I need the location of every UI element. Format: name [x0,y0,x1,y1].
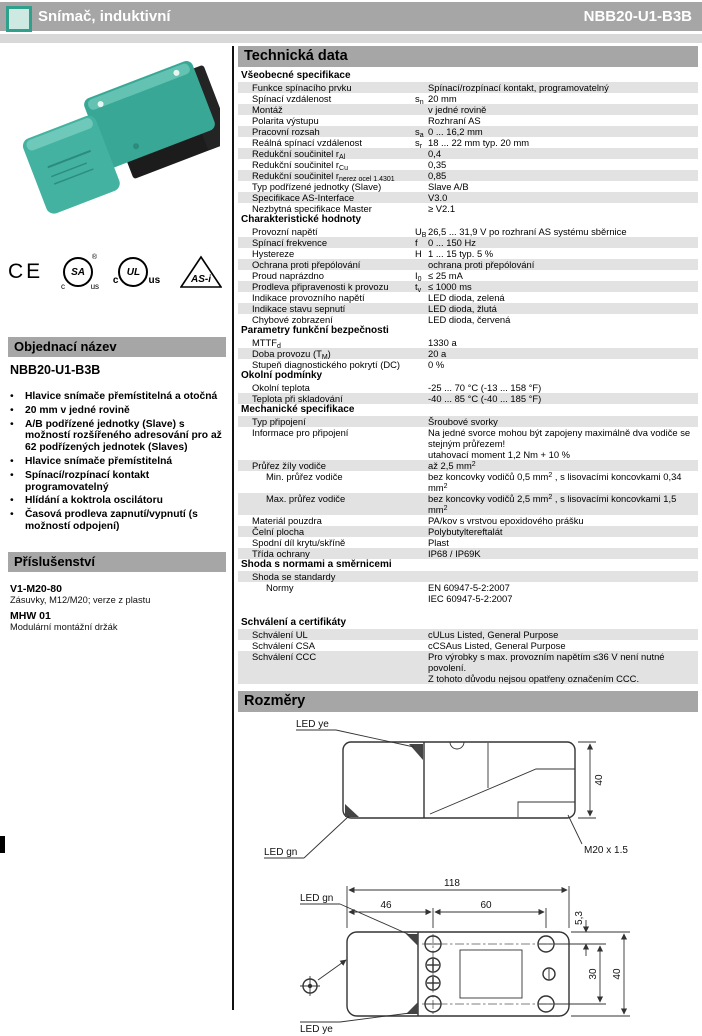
tech-row-label: Průřez žíly vodiče [252,460,326,471]
tech-row-label: Spodní díl krytu/skříně [252,537,346,548]
tech-row [238,382,698,393]
tech-row-label: Okolní teplota [252,382,310,393]
tech-row [238,248,698,259]
tech-row [238,640,698,651]
tech-row-value: ochrana proti přepólování [428,259,535,270]
tech-row-label: Specifikace AS-Interface [252,192,355,203]
tech-row [238,537,698,548]
product-category-icon [6,6,32,32]
feature-text: Spínací/rozpínací kontakt programovatelný [25,469,150,493]
thread-size-label: M20 x 1.5 [584,845,628,856]
tech-row [238,170,698,181]
bullet-icon: • [10,468,14,481]
tech-row-value: 26,5 ... 31,9 V po rozhraní AS systému sběrnice [428,226,627,237]
tech-row-symbol: $s_n$ [415,93,424,106]
dimension-drawing-top-view [238,874,698,1036]
tech-row-value: EN 60947-5-2:2007 IEC 60947-5-2:2007 [428,582,513,604]
tech-row-label: Redukční součinitel $r_{Cu}$ [252,159,348,172]
as-interface-mark-icon [180,254,222,290]
ce-mark-icon: CE [8,260,44,283]
tech-row-label: Teplota při skladování [252,393,343,404]
ordering-code: NBB20-U1-B3B [10,363,101,377]
tech-row-value: V3.0 [428,192,448,203]
tech-row-value: LED dioda, červená [428,314,511,325]
accessories-list [10,579,224,633]
tech-row-value: 0,85 [428,170,447,181]
led-green-label: LED gn [300,893,334,904]
tech-section-title: Všeobecné specifikace [241,70,351,81]
tech-row-label: Redukční součinitel $r_{Al}$ [252,148,346,161]
tech-section-title: Charakteristické hodnoty [241,214,362,225]
tech-row-label: Ochrana proti přepólování [252,259,361,270]
tech-row-label: Typ připojení [252,416,306,427]
csa-mark-icon: SA ® c us [61,254,100,291]
tech-row-label: Třída ochrany [252,548,310,559]
feature-text: Hlídání a koktrola oscilátoru [25,495,163,507]
tech-row-label: Proud naprázdno [252,270,324,281]
dim-height-label: 40 [594,774,605,786]
tech-row [238,226,698,237]
bullet-icon: • [10,403,14,416]
header-sub-strip [0,34,702,43]
tech-row-value: 0,35 [428,159,447,170]
bullet-icon: • [10,494,14,507]
accessories-section-header: Příslušenství [8,552,226,572]
tech-row-value: Na jedné svorce mohou být zapojeny maximálně dva vodiče se stejným průřezem! utahovací moment 1,2 Nm + 10 % [428,427,691,460]
tech-row-label: Stupeň diagnostického pokrytí (DC) [252,359,400,370]
dim-height-label: 40 [612,968,623,980]
tech-row-label: Redukční součinitel $r_{nerez ocel 1.4301}$ [252,170,395,183]
tech-row-label: Nezbytná specifikace Master [252,203,372,214]
feature-text: Časová prodleva zapnutí/vypnutí (s možností odpojení) [25,509,198,532]
tech-row-value: PA/kov s vrstvou epoxidového prášku [428,515,584,526]
certification-logos [8,252,222,292]
tech-row-value: -25 ... 70 °C (-13 ... 158 °F) [428,382,542,393]
tech-row [238,427,698,460]
tech-row-value: 1330 a [428,337,457,348]
dimension-drawing-side-view [238,714,698,872]
tech-row-symbol: $s_a$ [415,126,424,139]
accessory-code: MHW 01 [10,610,51,622]
tech-row [238,259,698,270]
tech-row-label: Spínací frekvence [252,237,328,248]
tech-row-value: Slave A/B [428,181,469,192]
page-title: Snímač, induktivní [38,8,171,25]
page-header-bar [0,2,702,31]
led-yellow-label: LED ye [300,1024,333,1035]
feature-item [10,495,224,507]
tech-row-label: Informace pro připojení [252,427,349,438]
tech-row-value: Plast [428,537,449,548]
accessory-code: V1-M20-80 [10,583,62,595]
feature-list [10,391,224,535]
tech-row-value: 0 ... 16,2 mm [428,126,483,137]
tech-row [238,82,698,93]
bullet-icon: • [10,454,14,467]
feature-text: Hlavice snímače přemístitelná [25,455,173,467]
tech-row-label: Schválení CSA [252,640,316,651]
tech-row-value: Spínací/rozpínací kontakt, programovatelný [428,82,609,93]
tech-row [238,137,698,148]
tech-row-label: Polarita výstupu [252,115,319,126]
tech-row-label: Indikace stavu sepnutí [252,303,346,314]
tech-row-label: Max. průřez vodiče [266,493,346,504]
tech-row-value: v jedné rovině [428,104,487,115]
bullet-icon: • [10,390,14,402]
tech-row [238,515,698,526]
tech-row [238,270,698,281]
tech-row [238,416,698,427]
tech-row-value: 0 ... 150 Hz [428,237,476,248]
tech-row-value: 0,4 [428,148,442,159]
tech-row-label: Spínací vzdálenost [252,93,332,104]
tech-row-value: 20 a [428,348,447,359]
tech-section-title: Okolní podmínky [241,370,323,381]
tech-row [238,237,698,248]
dim-hole-spacing-label: 30 [588,968,599,980]
dim-total-width-label: 118 [444,878,460,889]
tech-row [238,104,698,115]
tech-row [238,148,698,159]
led-yellow-label: LED ye [296,719,329,730]
tech-row [238,471,698,493]
feature-text: Hlavice snímače přemístitelná a otočná [25,391,218,402]
tech-row-label: Typ podřízené jednotky (Slave) [252,181,382,192]
tech-row-symbol: $s_r$ [415,137,423,150]
tech-row-value: ≤ 25 mA [428,270,463,281]
tech-row-value: Pro výrobky s max. provozním napětím ≤36 V není nutné povolení. Z tohoto důvodu nejsou opatřeny označením CCC. [428,651,665,684]
tech-row [238,337,698,348]
tech-row [238,314,698,325]
tech-row [238,493,698,515]
tech-row-label: Shoda se standardy [252,571,336,582]
tech-row-value: 20 mm [428,93,457,104]
tech-section-title: Parametry funkční bezpečnosti [241,325,389,336]
tech-row [238,548,698,559]
tech-row-value: 18 ... 22 mm typ. 20 mm [428,137,530,148]
tech-row-label: Prodleva připravenosti k provozu [252,281,389,292]
tech-row-label: Čelní plocha [252,526,305,537]
tech-row [238,582,698,604]
tech-row [238,93,698,104]
tech-row [238,359,698,370]
accessory-description: Modulární montážní držák [10,622,118,632]
tech-row-symbol: $I_0$ [415,270,422,283]
tech-row [238,629,698,640]
tech-row-label: Indikace provozního napětí [252,292,365,303]
feature-text: 20 mm v jedné rovině [25,404,130,416]
tech-row-symbol: H [415,248,422,259]
tech-row-value: Šroubové svorky [428,416,498,427]
tech-row-value: ≥ V2.1 [428,203,456,214]
tech-row [238,192,698,203]
dim-offset-label: 5,3 [574,911,585,925]
tech-section-title: Schválení a certifikáty [241,617,347,628]
section-gap [238,604,698,617]
tech-row [238,126,698,137]
target-crosshair-icon [300,976,320,996]
bullet-icon: • [10,508,14,521]
dimensions-header: Rozměry [238,691,698,712]
dim-width-a-label: 46 [380,900,392,911]
tech-row-label: Materiál pouzdra [252,515,322,526]
tech-row-value: 1 ... 15 typ. 5 % [428,248,494,259]
tech-row-value: cCSAus Listed, General Purpose [428,640,566,651]
tech-row [238,303,698,314]
ordering-section-header: Objednací název [8,337,226,357]
tech-row-symbol: $t_v$ [415,281,422,294]
svg-text:AS-i: AS-i [191,274,211,285]
feature-item [10,470,224,494]
tech-row-value: ≤ 1000 ms [428,281,472,292]
page-edge-print-mark [0,836,5,853]
tech-row-value: IP68 / IP69K [428,548,481,559]
dim-width-b-label: 60 [480,900,492,911]
tech-row-symbol: $U_B$ [415,226,427,239]
tech-row-label: Funkce spínacího prvku [252,82,352,93]
tech-row-value: bez koncovky vodičů 2,5 $mm^2$ , s lisovacími koncovkami 1,5 $mm^2$ [428,493,677,515]
tech-row-label: Schválení CCC [252,651,317,662]
column-divider-rule [232,46,234,1010]
tech-row-value: cULus Listed, General Purpose [428,629,559,640]
tech-row [238,460,698,471]
feature-item [10,456,224,468]
tech-row-value: bez koncovky vodičů 0,5 $mm^2$ , s lisovacími koncovkami 0,34 $mm^2$ [428,471,682,493]
tech-row-label: Schválení UL [252,629,308,640]
tech-row-label: $MTTF_d$ [252,337,281,350]
tech-row-label: Normy [266,582,294,593]
feature-text: A/B podřízené jednotky (Slave) s možností rozšířeného adresování pro až 62 podřízených jednotek (Slaves) [25,418,222,454]
tech-row [238,348,698,359]
tech-row-label: Provozní napětí [252,226,318,237]
product-code-header: NBB20-U1-B3B [583,8,692,25]
tech-row [238,651,698,684]
tech-row-label: Reálná spínací vzdálenost [252,137,362,148]
tech-row-value: až 2,5 $mm^2$ [428,460,476,471]
tech-row-label: Pracovní rozsah [252,126,320,137]
tech-row [238,281,698,292]
tech-row-value: 0 % [428,359,445,370]
feature-item [10,419,224,454]
tech-row [238,181,698,192]
cul-us-mark-icon: c UL us [113,254,160,290]
product-photo [10,50,220,250]
tech-row-label: Doba provozu $(T_M)$ [252,348,331,361]
tech-row [238,115,698,126]
tech-row [238,571,698,582]
tech-section-title: Mechanické specifikace [241,404,355,415]
technical-data-table [238,70,698,684]
technical-data-column [238,46,698,1036]
tech-row-value: Rozhraní AS [428,115,481,126]
led-green-label: LED gn [264,847,298,858]
tech-row [238,292,698,303]
tech-row-value: -40 ... 85 °C (-40 ... 185 °F) [428,393,542,404]
feature-item [10,391,224,403]
tech-row-value: LED dioda, zelená [428,292,505,303]
tech-row [238,203,698,214]
tech-row-label: Min. průřez vodiče [266,471,343,482]
tech-row-value: LED dioda, žlutá [428,303,497,314]
tech-row [238,526,698,537]
tech-row-symbol: f [415,237,418,248]
tech-section-title: Shoda s normami a směrnicemi [241,559,392,570]
technical-data-header: Technická data [238,46,698,67]
bullet-icon: • [10,417,14,430]
tech-row [238,159,698,170]
feature-item [10,405,224,417]
tech-row-label: Hystereze [252,248,295,259]
accessory-description: Zásuvky, M12/M20; verze z plastu [10,595,151,605]
feature-item [10,509,224,533]
tech-row [238,393,698,404]
tech-row-value: Polybutyltereftalát [428,526,503,537]
tech-row-label: Montáž [252,104,283,115]
tech-row-label: Chybové zobrazení [252,314,333,325]
